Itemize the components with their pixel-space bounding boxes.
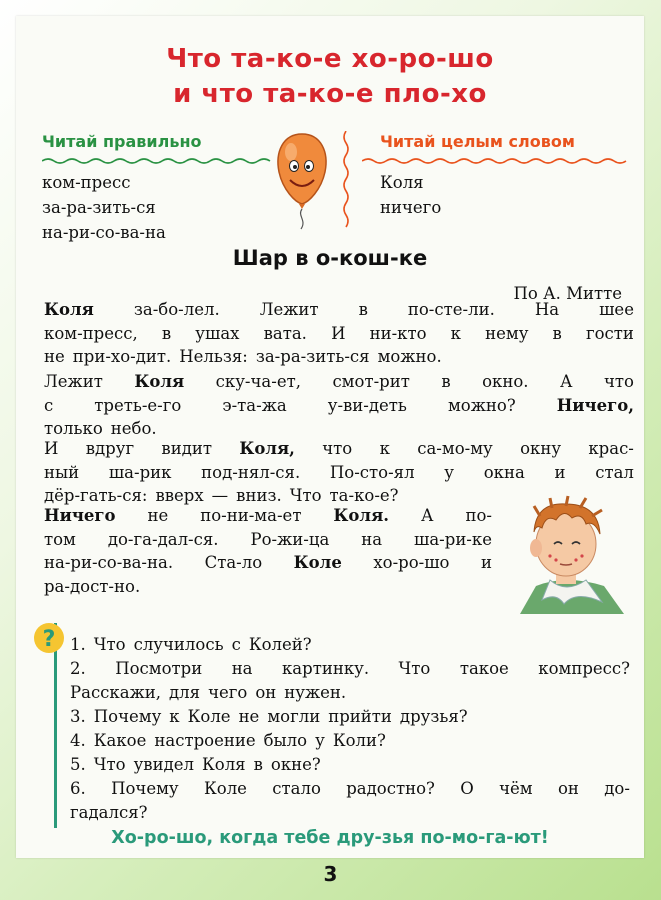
word: вверх xyxy=(155,486,204,505)
word: ску-ча-ет, xyxy=(215,372,301,391)
question-line xyxy=(70,753,630,777)
word: Коля xyxy=(134,372,185,391)
word: Почему xyxy=(93,707,162,726)
word: по-ни-ма-ет xyxy=(200,506,302,525)
word: нему xyxy=(485,323,529,343)
word: э-та-жа xyxy=(222,395,287,415)
word: 1. xyxy=(70,635,86,654)
story-author: По А. Митте xyxy=(513,284,622,303)
word: смот-рит xyxy=(332,372,410,391)
read-correctly-box xyxy=(42,130,257,245)
word: ра-дост-но. xyxy=(44,576,141,596)
question-item xyxy=(70,753,630,777)
read-whole-word-header: Читай целым словом xyxy=(380,132,575,151)
word: гадался? xyxy=(70,803,148,822)
word: том xyxy=(44,529,76,549)
word: не xyxy=(44,347,65,366)
word: Ничего xyxy=(44,506,116,525)
word: не xyxy=(238,707,260,726)
word: Что xyxy=(398,659,431,678)
word: Коле xyxy=(293,553,342,572)
smiling-balloon-icon xyxy=(271,130,333,230)
word: стало xyxy=(272,779,321,798)
word: та-ко-е? xyxy=(329,486,399,505)
word: ша-ри-ке xyxy=(414,529,492,549)
word: видит xyxy=(161,439,212,458)
word: к xyxy=(379,439,390,458)
word: треть-е-го xyxy=(94,395,182,415)
story-line xyxy=(44,437,634,461)
story-line xyxy=(44,394,634,418)
word: Расскажи, xyxy=(70,683,161,702)
word: О xyxy=(460,779,474,798)
word: дёр-гать-ся: xyxy=(44,486,148,505)
word: увидел xyxy=(133,755,194,774)
word: он xyxy=(255,683,277,702)
question-line xyxy=(70,705,630,729)
page-title-line-2: и что та-ко-е пло-хо xyxy=(173,79,487,109)
word: ный xyxy=(44,462,80,482)
word: — xyxy=(211,486,229,505)
word: что xyxy=(322,439,353,458)
word: под-нял-ся. xyxy=(201,462,301,482)
word: Что xyxy=(93,635,126,654)
word: до- xyxy=(604,779,630,798)
question-item xyxy=(70,777,630,825)
question-line xyxy=(70,681,630,705)
word: Коли? xyxy=(332,731,386,750)
textbook-page xyxy=(16,16,644,858)
word: окне? xyxy=(270,755,321,774)
word: крас- xyxy=(588,439,634,458)
word: Коле xyxy=(203,779,247,798)
question-line xyxy=(70,657,630,681)
word: Что xyxy=(93,755,126,774)
word: и xyxy=(554,462,566,482)
story-paragraph-4 xyxy=(44,504,492,598)
word: гости xyxy=(585,323,634,343)
word: По-сто-ял xyxy=(329,462,415,482)
word: при-хо-дит. xyxy=(72,347,172,366)
word: на-ри-со-ва-на. xyxy=(44,553,174,572)
word: ни-кто xyxy=(369,323,427,343)
word: хо-ро-шо xyxy=(373,553,450,572)
word: он xyxy=(557,779,579,798)
word: 2. xyxy=(70,659,86,678)
story-paragraph-2 xyxy=(44,370,634,441)
question-item xyxy=(70,729,630,753)
page-title xyxy=(16,42,644,112)
word: и xyxy=(481,553,492,572)
word: А xyxy=(420,506,434,525)
word: к xyxy=(450,323,461,343)
word: Что xyxy=(289,486,322,505)
wavy-vertical-divider-icon xyxy=(339,131,353,235)
question-line xyxy=(70,777,630,801)
question-line xyxy=(70,633,630,657)
word: 4. xyxy=(70,731,86,750)
question-mark-icon xyxy=(29,616,69,660)
word: Коля xyxy=(201,755,246,774)
word: Ничего, xyxy=(556,395,634,415)
story-line xyxy=(44,370,634,394)
svg-text:?: ? xyxy=(42,627,56,652)
story-title: Шар в о-кош-ке xyxy=(232,246,428,270)
read-correctly-word: на-ри-со-ва-на xyxy=(42,223,166,242)
word: у xyxy=(444,462,454,482)
word: Ста-ло xyxy=(204,553,263,572)
story-line xyxy=(44,345,634,369)
story-paragraph-1 xyxy=(44,298,634,369)
word: вниз. xyxy=(236,486,282,505)
story-line xyxy=(44,298,634,322)
word: вдруг xyxy=(85,439,135,458)
story-line xyxy=(44,551,492,575)
story-line xyxy=(44,504,492,528)
read-correctly-word: ком-пресс xyxy=(42,173,131,192)
word: на xyxy=(361,529,383,549)
word: Коля xyxy=(44,300,94,319)
word: Колей? xyxy=(248,635,312,654)
read-correctly-word: за-ра-зить-ся xyxy=(42,198,156,217)
word: 6. xyxy=(70,779,86,798)
word: настроение xyxy=(154,731,256,750)
word: для xyxy=(169,683,201,702)
word: было xyxy=(263,731,308,750)
word: случилось xyxy=(133,635,224,654)
word: чего xyxy=(208,683,248,702)
word: Коля. xyxy=(333,506,390,525)
word: Лежит xyxy=(44,372,103,391)
word: Коля, xyxy=(239,439,295,458)
word: ушах xyxy=(195,323,240,343)
word: друзья? xyxy=(399,707,468,726)
question-item xyxy=(70,657,630,705)
word: Коле xyxy=(187,707,231,726)
word: можно? xyxy=(447,395,516,415)
story-line xyxy=(44,575,492,599)
read-whole-word: ничего xyxy=(380,198,442,217)
read-whole-word-box xyxy=(362,130,632,220)
word: И xyxy=(44,439,59,458)
word: окна xyxy=(483,462,525,482)
word: И xyxy=(331,323,346,343)
story-line xyxy=(44,528,492,552)
word: шее xyxy=(599,300,634,319)
word: ком-пресс, xyxy=(44,323,138,343)
word: такое xyxy=(459,659,509,678)
word: Какое xyxy=(93,731,147,750)
story-line xyxy=(44,461,634,485)
page-title-line-1: Что та-ко-е хо-ро-шо xyxy=(166,44,494,74)
word: к xyxy=(169,707,180,726)
word: в xyxy=(161,323,172,343)
word: На xyxy=(534,300,560,319)
word: радостно? xyxy=(346,779,435,798)
word: ша-рик xyxy=(108,462,172,482)
word: Посмотри xyxy=(115,659,203,678)
word: у xyxy=(315,731,325,750)
word: что xyxy=(604,372,634,391)
word: Ро-жи-ца xyxy=(250,529,330,549)
word: до-га-дал-ся. xyxy=(107,529,219,549)
word: по-сте-ли. xyxy=(407,300,495,319)
word: Лежит xyxy=(259,300,319,319)
word: компресс? xyxy=(538,659,630,678)
question-line xyxy=(70,729,630,753)
word: не xyxy=(147,506,169,525)
word: с xyxy=(231,635,241,654)
story-line xyxy=(44,322,634,346)
word: в xyxy=(441,372,451,391)
word: са-мо-му xyxy=(417,439,493,458)
word: у-ви-деть xyxy=(327,395,407,415)
word: вата. xyxy=(263,323,307,343)
word: с xyxy=(44,395,54,415)
word: нужен. xyxy=(284,683,347,702)
question-item xyxy=(70,633,630,657)
word: в xyxy=(253,755,263,774)
sick-boy-illustration xyxy=(506,494,626,614)
word: в xyxy=(552,323,562,343)
read-correctly-header: Читай правильно xyxy=(42,132,202,151)
question-line xyxy=(70,801,630,825)
word: Нельзя: xyxy=(179,347,248,366)
word: небо. xyxy=(110,419,157,438)
word: на xyxy=(231,659,253,678)
word: за-ра-зить-ся xyxy=(255,347,370,366)
word: картинку. xyxy=(281,659,370,678)
word: в xyxy=(358,300,368,319)
wavy-divider-icon xyxy=(42,156,282,170)
word: можно. xyxy=(377,347,442,366)
read-whole-word: Коля xyxy=(380,173,424,192)
questions-list xyxy=(70,633,630,825)
word: по- xyxy=(465,506,492,525)
word: чём xyxy=(499,779,533,798)
wavy-divider-icon xyxy=(362,156,632,170)
word: окну xyxy=(520,439,562,458)
word: за-бо-лел. xyxy=(133,300,220,319)
motto: Хо-ро-шо, когда тебе дру-зья по-мо-га-ют! xyxy=(111,828,549,848)
word: 3. xyxy=(70,707,86,726)
page-number: 3 xyxy=(323,862,338,886)
word: прийти xyxy=(328,707,392,726)
word: Почему xyxy=(111,779,179,798)
word: стал xyxy=(595,462,634,482)
word: 5. xyxy=(70,755,86,774)
word: А xyxy=(560,372,573,391)
word: могли xyxy=(267,707,321,726)
word: только xyxy=(44,419,103,438)
question-item xyxy=(70,705,630,729)
word: окно. xyxy=(482,372,529,391)
